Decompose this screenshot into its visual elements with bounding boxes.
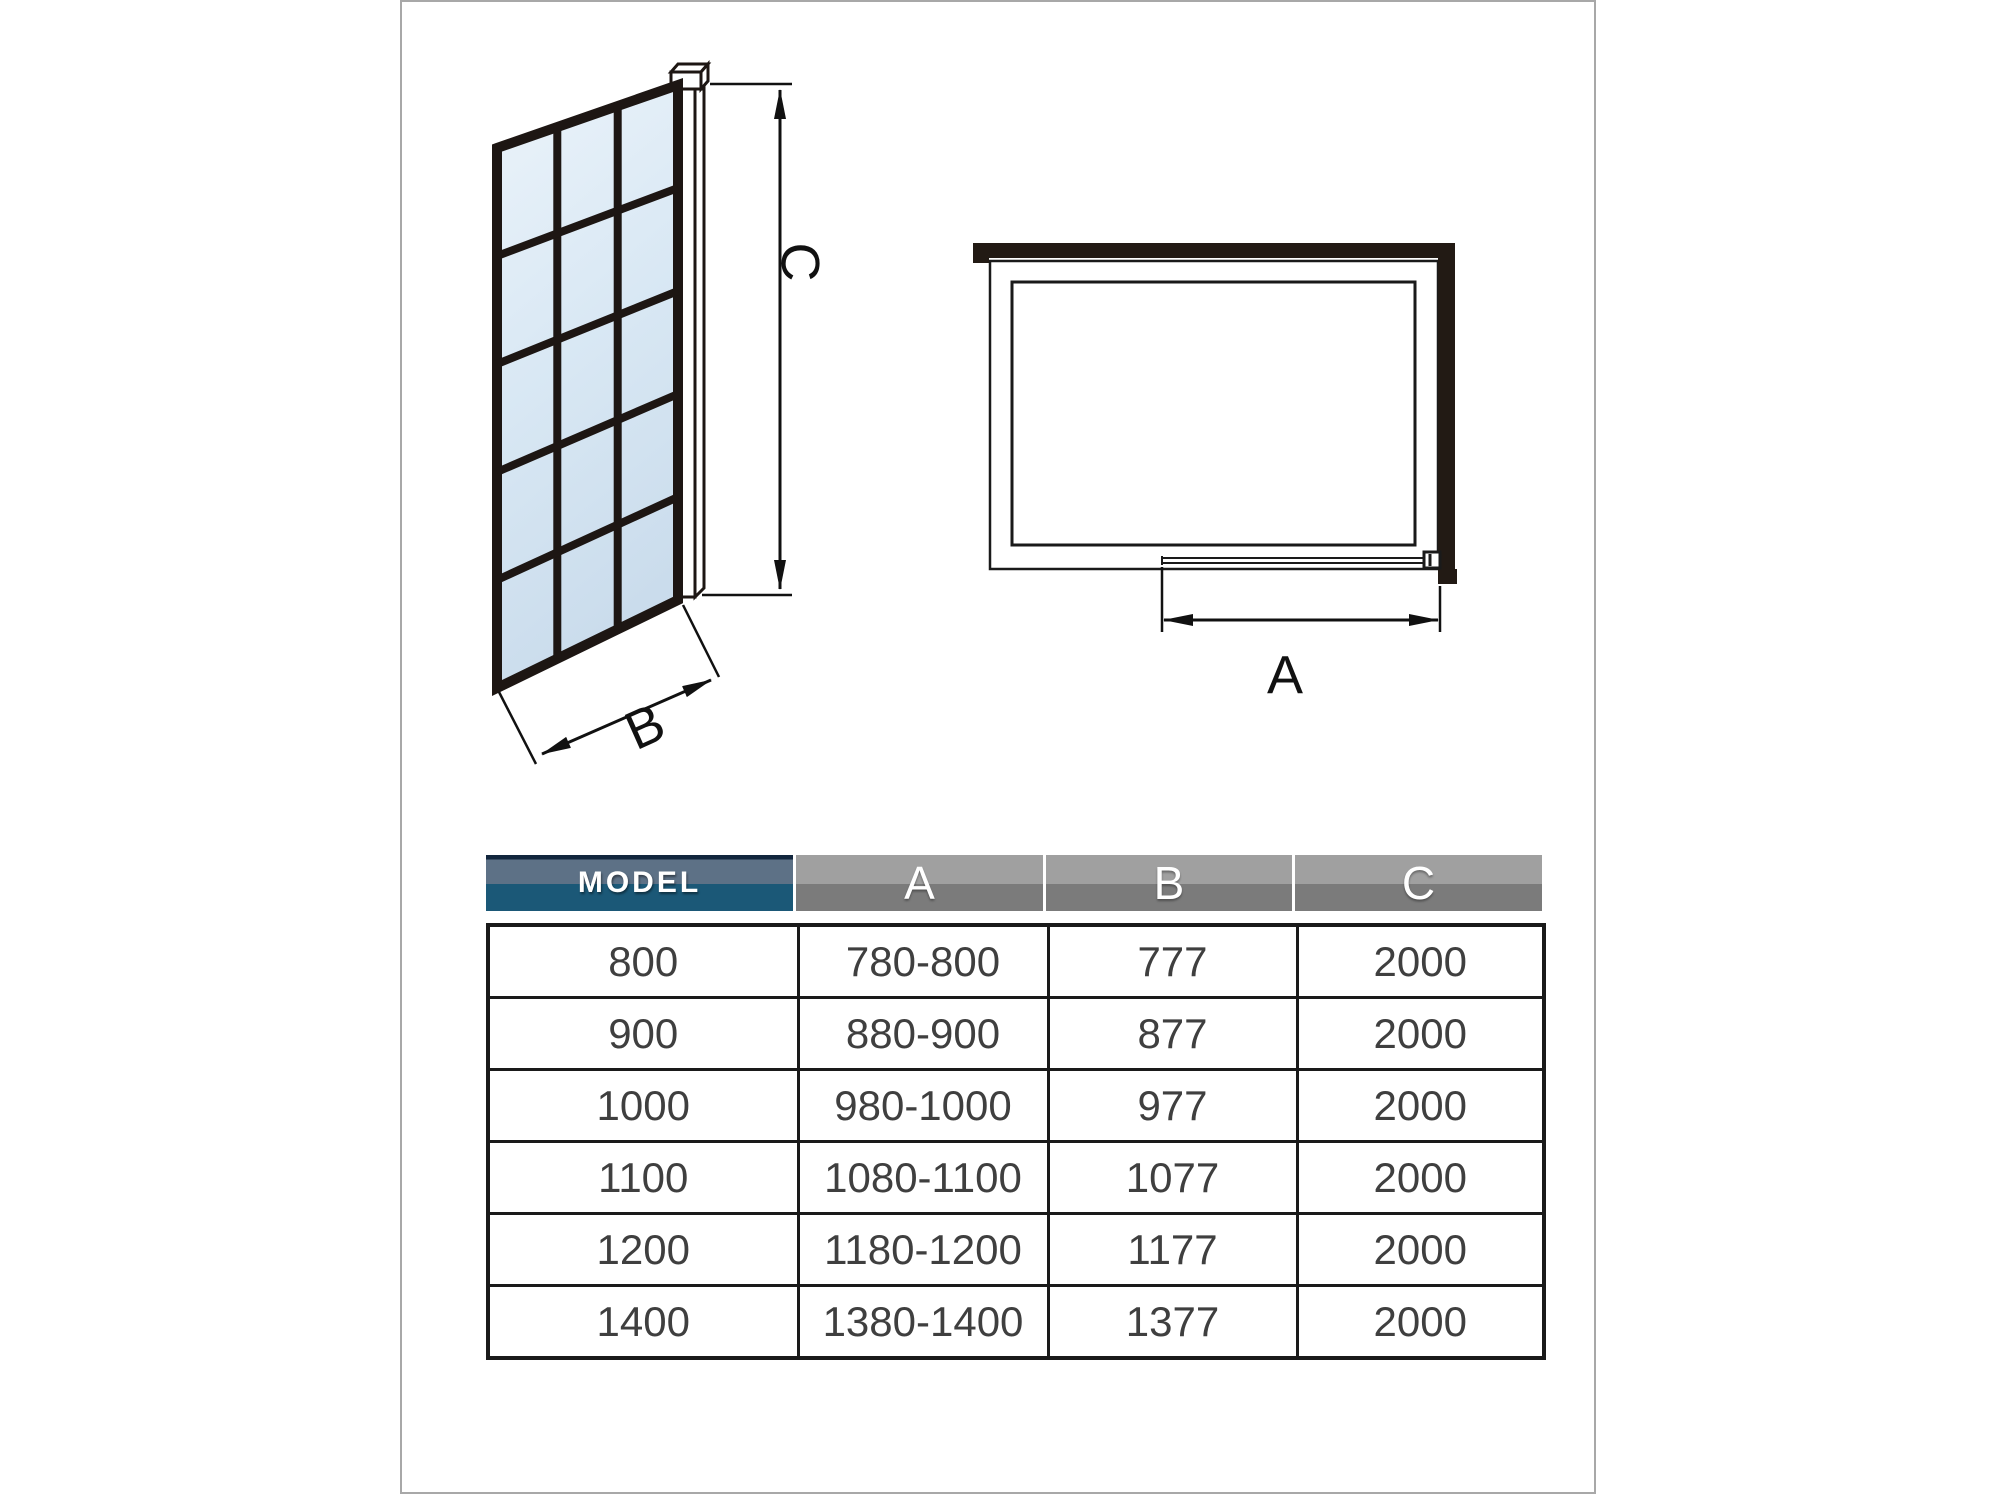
table-cell: 977: [1048, 1070, 1297, 1142]
header-cell-a: A: [796, 855, 1046, 911]
table-cell: 1180-1200: [798, 1214, 1048, 1286]
wall-top-end-notch: [973, 257, 989, 263]
table-cell: 1380-1400: [798, 1286, 1048, 1359]
dimension-c: [702, 84, 792, 595]
table-cell: 2000: [1297, 1142, 1544, 1214]
wall-right-end-cap: [1438, 569, 1457, 584]
glass-wall-bracket: [1424, 552, 1440, 568]
dimension-label-b: B: [616, 692, 674, 762]
side-view-diagram: [497, 64, 830, 764]
spec-table: [486, 923, 1546, 1360]
glass-panel: [497, 85, 678, 688]
table-row: [488, 1286, 1544, 1359]
tray-inner-outline: [1012, 282, 1415, 545]
table-cell: 980-1000: [798, 1070, 1048, 1142]
dimension-label-c: C: [770, 242, 830, 282]
table-cell: 2000: [1297, 1214, 1544, 1286]
table-cell: 2000: [1297, 1286, 1544, 1359]
table-cell: 2000: [1297, 1070, 1544, 1142]
table-cell: 1080-1100: [798, 1142, 1048, 1214]
dimension-label-a: A: [1266, 645, 1304, 706]
header-cell-c: C: [1295, 855, 1542, 911]
table-cell: 2000: [1297, 925, 1544, 998]
table-row: [488, 925, 1544, 998]
table-cell: 1400: [488, 1286, 798, 1359]
table-cell: 1200: [488, 1214, 798, 1286]
wall-right: [1438, 243, 1455, 569]
table-cell: 880-900: [798, 998, 1048, 1070]
table-cell: 1177: [1048, 1214, 1297, 1286]
header-cell-model: MODEL: [486, 855, 796, 911]
header-cell-b: B: [1046, 855, 1295, 911]
table-cell: 2000: [1297, 998, 1544, 1070]
table-row: [488, 1214, 1544, 1286]
table-cell: 1377: [1048, 1286, 1297, 1359]
wall-top: [973, 243, 1455, 258]
table-row: [488, 1070, 1544, 1142]
spec-table-header: [486, 855, 1542, 911]
table-cell: 1077: [1048, 1142, 1297, 1214]
plan-view-diagram: [973, 243, 1457, 705]
table-cell: 800: [488, 925, 798, 998]
table-cell: 900: [488, 998, 798, 1070]
dimension-a: [1162, 567, 1440, 632]
table-row: [488, 998, 1544, 1070]
table-cell: 777: [1048, 925, 1297, 998]
table-cell: 877: [1048, 998, 1297, 1070]
table-cell: 1000: [488, 1070, 798, 1142]
table-row: [488, 1142, 1544, 1214]
table-cell: 780-800: [798, 925, 1048, 998]
table-cell: 1100: [488, 1142, 798, 1214]
